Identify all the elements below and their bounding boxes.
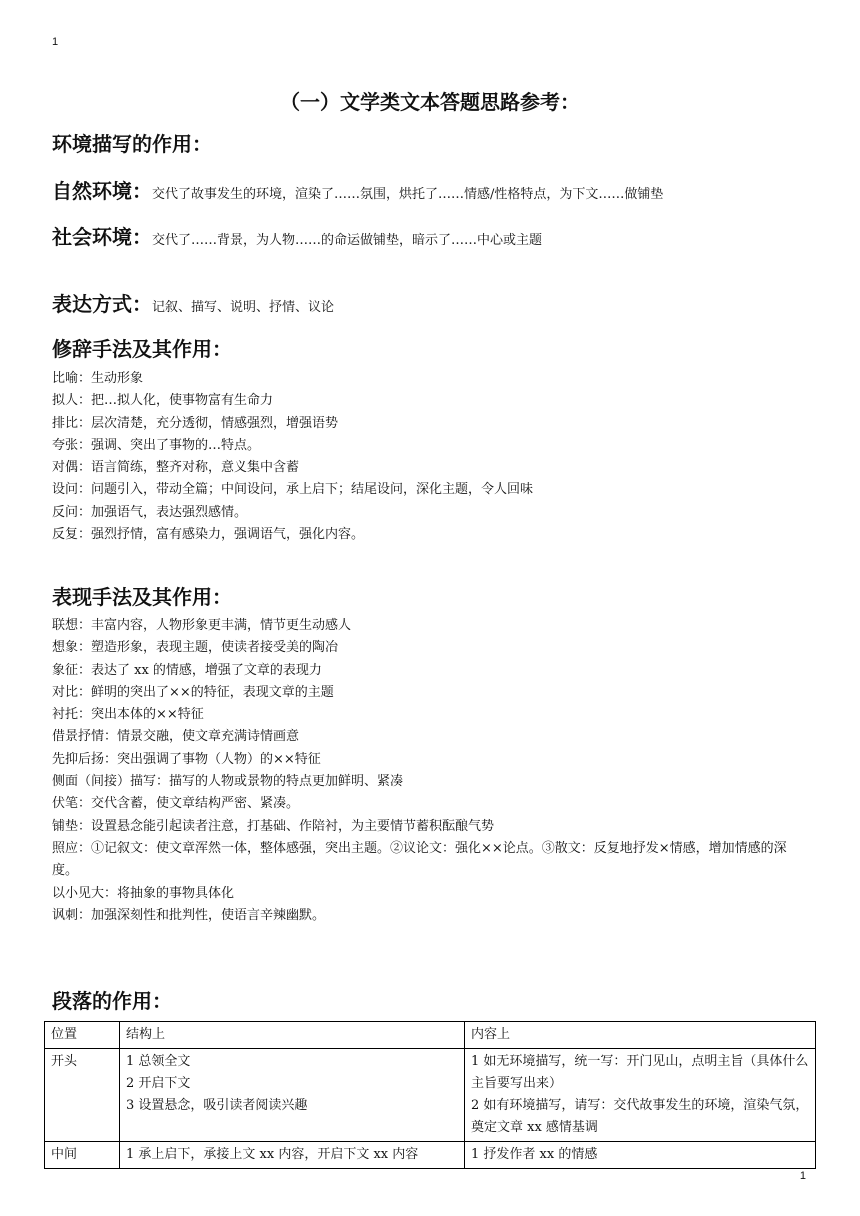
table-cell-content [465, 1049, 816, 1142]
content-item: 1 如无环境描写，统一写：开门见山，点明主旨（具体什么主旨要写出来） [471, 1054, 809, 1091]
rhetoric-item: 对偶：语言简练，整齐对称，意义集中含蓄 [52, 460, 300, 476]
content-item: 2 如有环境描写，请写：交代故事发生的环境，渲染气氛，奠定文章 xx 感情基调 [471, 1098, 809, 1135]
table-header-cell: 位置 [45, 1022, 120, 1049]
social-environment-text: 交代了……背景，为人物……的命运做铺垫，暗示了……中心或主题 [152, 233, 543, 248]
paragraph-heading: 段落的作用： [52, 989, 172, 1013]
natural-environment-label: 自然环境： [52, 179, 152, 203]
social-environment-label: 社会环境： [52, 225, 152, 249]
rhetoric-item: 拟人：把…拟人化，使事物富有生命力 [52, 393, 274, 409]
rhetoric-item: 比喻：生动形象 [52, 371, 144, 386]
technique-item: 象征：表达了 xx 的情感，增强了文章的表现力 [52, 662, 322, 678]
table-cell-structure [120, 1142, 465, 1169]
rhetoric-item: 设问：问题引入，带动全篇；中间设问，承上启下；结尾设问，深化主题，令人回味 [52, 482, 534, 498]
structure-item: 3 设置悬念，吸引读者阅读兴趣 [126, 1098, 308, 1113]
technique-item: 衬托：突出本体的××特征 [52, 707, 204, 723]
technique-item: 以小见大：将抽象的事物具体化 [52, 885, 235, 901]
page-number-bottom: 1 [799, 1170, 806, 1182]
table-header-cell: 内容上 [465, 1022, 816, 1049]
natural-environment-text: 交代了故事发生的环境，渲染了……氛围，烘托了……情感/性格特点，为下文……做铺垫 [152, 187, 664, 202]
technique-item: 先抑后扬：突出强调了事物（人物）的××特征 [52, 751, 321, 767]
natural-environment-line [52, 175, 663, 204]
technique-item: 联想：丰富内容，人物形象更丰满，情节更生动感人 [52, 618, 352, 633]
technique-item: 对比：鲜明的突出了××的特征，表现文章的主题 [52, 684, 334, 700]
table-cell-structure [120, 1049, 465, 1142]
rhetoric-heading: 修辞手法及其作用： [52, 337, 232, 361]
document-title: （一）文学类文本答题思路参考： [280, 90, 580, 114]
page-number-top: 1 [52, 36, 59, 48]
rhetoric-item: 排比：层次清楚，充分透彻，情感强烈，增强语势 [52, 415, 339, 431]
structure-item: 2 开启下文 [126, 1076, 191, 1091]
rhetoric-list [52, 368, 812, 546]
table-cell-position: 中间 [45, 1142, 120, 1169]
technique-item: 借景抒情：情景交融，使文章充满诗情画意 [52, 729, 300, 745]
paragraph-function-table [44, 1021, 816, 1169]
structure-item: 1 总领全文 [126, 1054, 191, 1069]
social-environment-line [52, 221, 542, 250]
rhetoric-item: 反问：加强语气，表达强烈感情。 [52, 504, 248, 520]
structure-item: 1 承上启下，承接上文 xx 内容，开启下文 xx 内容 [126, 1147, 419, 1162]
table-row [45, 1142, 816, 1169]
technique-heading: 表现手法及其作用： [52, 585, 232, 609]
table-row [45, 1049, 816, 1142]
table-header-cell: 结构上 [120, 1022, 465, 1049]
content-item: 1 抒发作者 xx 的情感 [471, 1147, 598, 1162]
technique-item: 侧面（间接）描写：描写的人物或景物的特点更加鲜明、紧凑 [52, 774, 404, 790]
rhetoric-item: 反复：强烈抒情，富有感染力，强调语气，强化内容。 [52, 527, 365, 543]
technique-list [52, 615, 812, 927]
expression-label: 表达方式： [52, 292, 152, 316]
environment-heading: 环境描写的作用： [52, 132, 212, 156]
expression-text: 记叙、描写、说明、抒情、议论 [152, 300, 335, 315]
table-cell-content [465, 1142, 816, 1169]
rhetoric-item: 夸张：强调、突出了事物的…特点。 [52, 437, 261, 453]
expression-line [52, 288, 334, 317]
technique-item: 伏笔：交代含蓄，使文章结构严密、紧凑。 [52, 796, 300, 812]
technique-item: 照应：①记叙文：使文章浑然一体，整体感强，突出主题。②议论文：强化××论点。③散文：反复地抒发×情感，增加情感的深度。 [52, 840, 787, 879]
technique-item: 铺垫：设置悬念能引起读者注意，打基础、作陪衬，为主要情节蓄积酝酿气势 [52, 818, 495, 834]
technique-item: 讽刺：加强深刻性和批判性，使语言辛辣幽默。 [52, 907, 326, 923]
table-cell-position: 开头 [45, 1049, 120, 1142]
table-header-row [45, 1022, 816, 1049]
technique-item: 想象：塑造形象，表现主题，使读者接受美的陶冶 [52, 640, 339, 656]
